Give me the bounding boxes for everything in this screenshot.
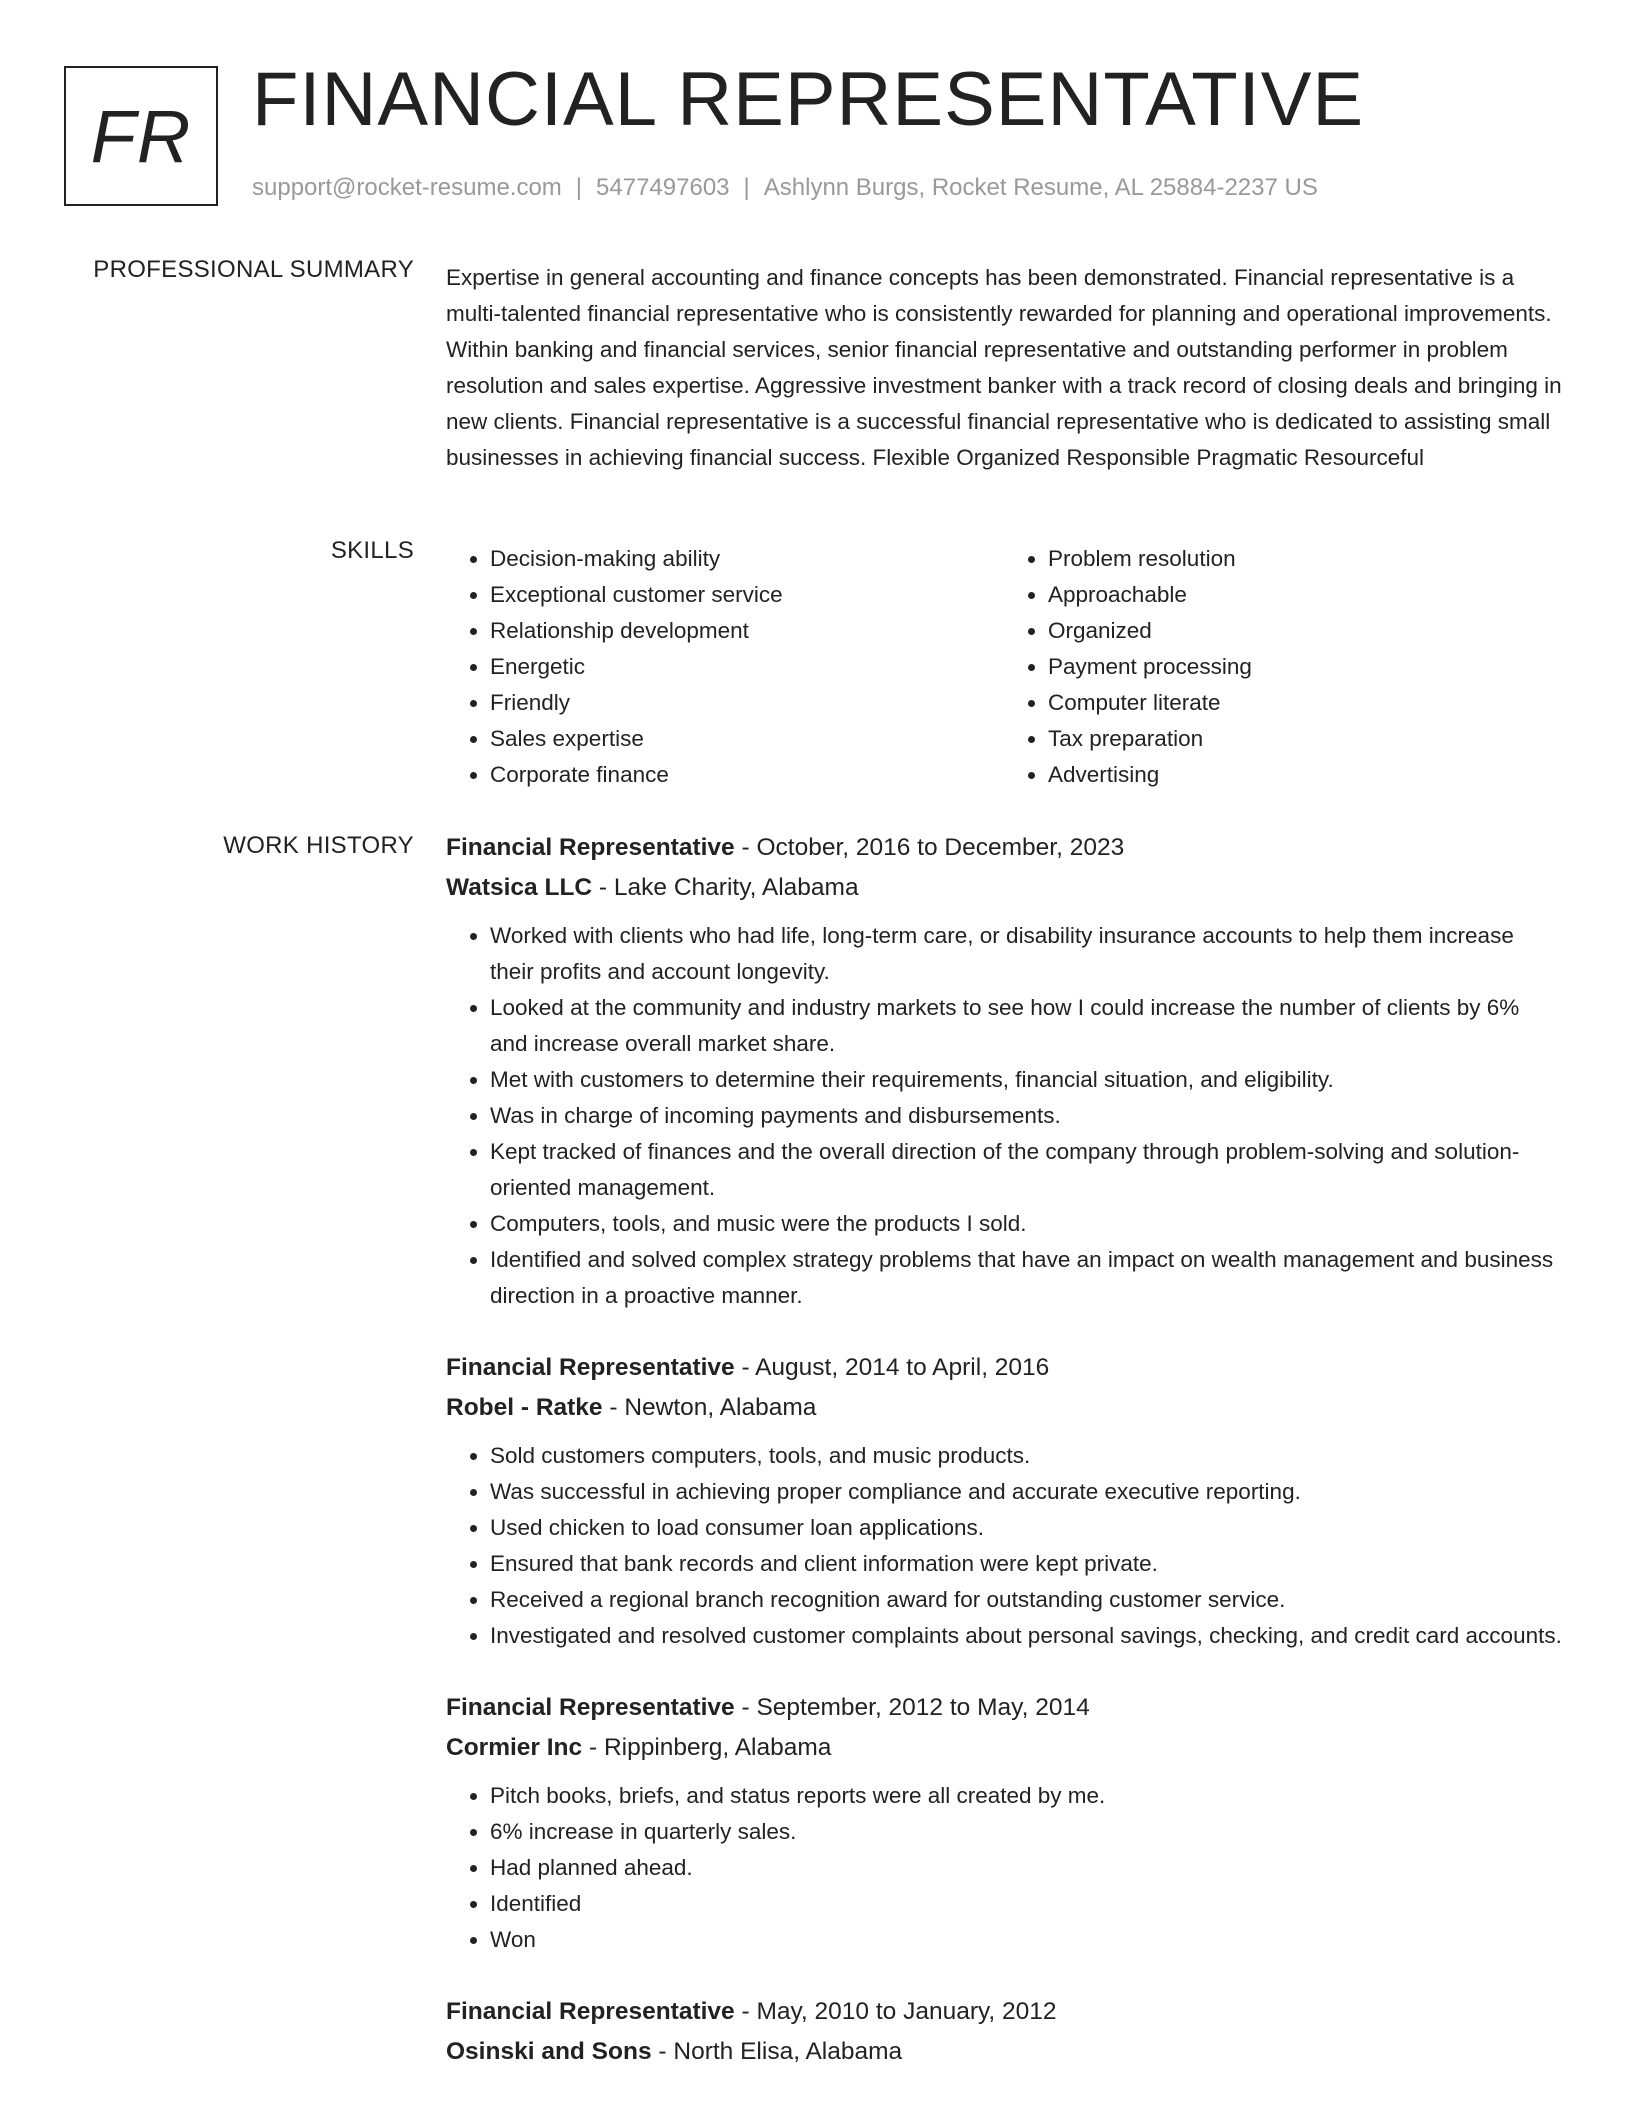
contact-address: Ashlynn Burgs, Rocket Resume, AL 25884-2237 US bbox=[763, 174, 1318, 201]
job-company: Osinski and Sons bbox=[446, 2038, 652, 2065]
job-company-line bbox=[446, 1388, 1562, 1428]
skill-item: • Organized bbox=[1048, 613, 1562, 649]
job-title: Financial Representative bbox=[446, 1998, 735, 2025]
skill-item: • Friendly bbox=[490, 685, 1004, 721]
job-company-line bbox=[446, 2032, 1562, 2072]
job-title: Financial Representative bbox=[446, 1694, 735, 1721]
job-title: Financial Representative bbox=[446, 1354, 735, 1381]
resume-title: FINANCIAL REPRESENTATIVE bbox=[252, 57, 1365, 142]
job-entry bbox=[446, 1348, 1562, 1654]
job-company: Robel - Ratke bbox=[446, 1394, 603, 1421]
job-title-line bbox=[446, 1992, 1562, 2032]
skill-item: • Energetic bbox=[490, 649, 1004, 685]
dash-separator: - bbox=[734, 1354, 756, 1381]
skills-grid bbox=[446, 541, 1562, 793]
summary-heading: PROFESSIONAL SUMMARY bbox=[93, 256, 414, 283]
skill-item: • Advertising bbox=[1048, 757, 1562, 793]
job-dates: August, 2014 to April, 2016 bbox=[755, 1354, 1050, 1381]
dash-separator: - bbox=[582, 1734, 604, 1761]
job-location: Rippinberg, Alabama bbox=[603, 1734, 832, 1761]
job-title-line bbox=[446, 1688, 1562, 1728]
job-entry bbox=[446, 1688, 1562, 1958]
job-bullet: • Received a regional branch recognition award for outstanding customer service. bbox=[490, 1582, 1562, 1618]
skills-heading: SKILLS bbox=[330, 537, 414, 564]
skill-item: • Computer literate bbox=[1048, 685, 1562, 721]
dash-separator: - bbox=[734, 834, 757, 861]
job-bullet: • Sold customers computers, tools, and music products. bbox=[490, 1438, 1562, 1474]
job-bullet: • 6% increase in quarterly sales. bbox=[490, 1814, 1562, 1850]
dash-separator: - bbox=[651, 2038, 674, 2065]
job-dates: October, 2016 to December, 2023 bbox=[756, 834, 1125, 861]
job-dates: September, 2012 to May, 2014 bbox=[756, 1694, 1090, 1721]
job-bullet: • Looked at the community and industry markets to see how I could increase the number of clients by 6% and increase overall market share. bbox=[490, 990, 1562, 1062]
job-bullet: • Was successful in achieving proper compliance and accurate executive reporting. bbox=[490, 1474, 1562, 1510]
job-location: Lake Charity, Alabama bbox=[613, 874, 859, 901]
work-history-body bbox=[446, 828, 1562, 2106]
job-bullet: • Met with customers to determine their requirements, financial situation, and eligibility. bbox=[490, 1062, 1562, 1098]
contact-line bbox=[252, 174, 1318, 202]
contact-separator: | bbox=[743, 174, 750, 201]
job-entry bbox=[446, 828, 1562, 1314]
dash-separator: - bbox=[592, 874, 614, 901]
job-bullet: • Ensured that bank records and client information were kept private. bbox=[490, 1546, 1562, 1582]
job-company: Cormier Inc bbox=[446, 1734, 583, 1761]
skill-item: • Corporate finance bbox=[490, 757, 1004, 793]
job-bullet: • Computers, tools, and music were the products I sold. bbox=[490, 1206, 1562, 1242]
job-bullet: • Pitch books, briefs, and status reports were all created by me. bbox=[490, 1778, 1562, 1814]
job-bullet: • Was in charge of incoming payments and disbursements. bbox=[490, 1098, 1562, 1134]
dash-separator: - bbox=[734, 1694, 757, 1721]
job-dates: May, 2010 to January, 2012 bbox=[756, 1998, 1057, 2025]
skill-item: • Payment processing bbox=[1048, 649, 1562, 685]
skill-item: • Decision-making ability bbox=[490, 541, 1004, 577]
dash-separator: - bbox=[602, 1394, 625, 1421]
monogram-initials: FR bbox=[90, 94, 192, 178]
skill-item: • Tax preparation bbox=[1048, 721, 1562, 757]
job-bullet: • Won bbox=[490, 1922, 1562, 1958]
job-entry bbox=[446, 1992, 1562, 2072]
job-location: Newton, Alabama bbox=[624, 1394, 817, 1421]
contact-email[interactable]: support@rocket-resume.com bbox=[252, 174, 562, 201]
job-title-line bbox=[446, 828, 1562, 868]
job-bullet: • Investigated and resolved customer complaints about personal savings, checking, and credit card accounts. bbox=[490, 1618, 1562, 1654]
job-location: North Elisa, Alabama bbox=[673, 2038, 903, 2065]
skill-item: • Approachable bbox=[1048, 577, 1562, 613]
monogram-box bbox=[64, 66, 218, 206]
job-title-line bbox=[446, 1348, 1562, 1388]
job-bullet-list bbox=[446, 1778, 1562, 1958]
job-bullet: • Used chicken to load consumer loan applications. bbox=[490, 1510, 1562, 1546]
job-bullet: • Worked with clients who had life, long-term care, or disability insurance accounts to help them increase their profits and account longevity. bbox=[490, 918, 1562, 990]
skills-body bbox=[446, 541, 1562, 793]
work-history-heading: WORK HISTORY bbox=[223, 832, 414, 859]
skill-item: • Problem resolution bbox=[1048, 541, 1562, 577]
skill-item: • Sales expertise bbox=[490, 721, 1004, 757]
job-company-line bbox=[446, 868, 1562, 908]
summary-text: Expertise in general accounting and finance concepts has been demonstrated. Financial representative is a multi-talented financial representative who is consistently rewarded for planning and operational improvements. Within banking and financial services, senior financial representative and outstanding performer in problem resolution and sales expertise. Aggressive investment banker with a track record of closing deals and bringing in new clients. Financial representative is a successful financial representative who is dedicated to assisting small businesses in achieving financial success. Flexible Organized Responsible Pragmatic Resourceful bbox=[446, 265, 1562, 470]
job-bullet: • Identified and solved complex strategy problems that have an impact on wealth management and business direction in a proactive manner. bbox=[490, 1242, 1562, 1314]
job-company-line bbox=[446, 1728, 1562, 1768]
skill-item: • Exceptional customer service bbox=[490, 577, 1004, 613]
skill-item: • Relationship development bbox=[490, 613, 1004, 649]
contact-phone[interactable]: 5477497603 bbox=[596, 174, 730, 201]
dash-separator: - bbox=[734, 1998, 757, 2025]
job-bullet: • Had planned ahead. bbox=[490, 1850, 1562, 1886]
skills-column-left bbox=[446, 541, 1004, 793]
job-bullet: • Identified bbox=[490, 1886, 1562, 1922]
job-bullet-list bbox=[446, 1438, 1562, 1654]
contact-separator: | bbox=[575, 174, 583, 201]
job-company: Watsica LLC bbox=[446, 874, 593, 901]
job-bullet: • Kept tracked of finances and the overall direction of the company through problem-solving and solution-oriented management. bbox=[490, 1134, 1562, 1206]
job-title: Financial Representative bbox=[446, 834, 735, 861]
job-bullet-list bbox=[446, 918, 1562, 1314]
summary-body bbox=[446, 260, 1562, 476]
skills-column-right bbox=[1004, 541, 1562, 793]
